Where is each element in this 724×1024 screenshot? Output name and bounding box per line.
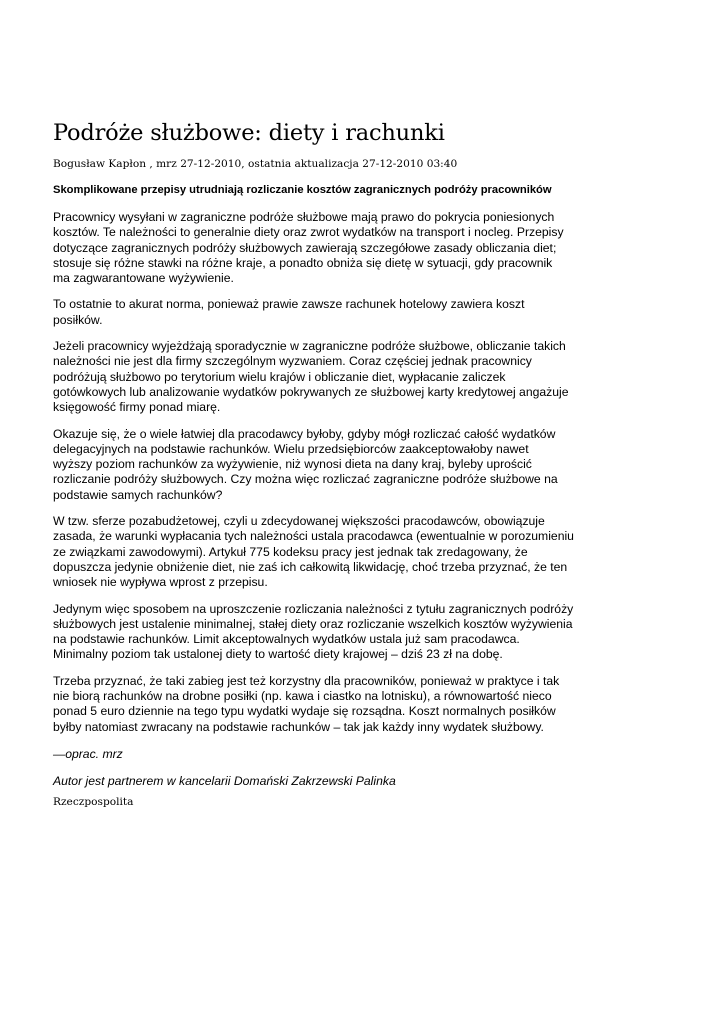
paragraph-line: wniosek nie wypływa wprost z przepisu. — [53, 575, 268, 590]
article-signature: —oprac. mrz — [53, 746, 123, 761]
paragraph-line: dotyczące zagranicznych podróży służbowych zawierają szczegółowe zasady obliczania diet; — [53, 240, 557, 255]
paragraph-line: kosztów. Te należności to generalnie diety oraz zwrot wydatków na transport i nocleg. Przepisy — [53, 225, 564, 240]
article-paragraph — [53, 674, 671, 735]
article-paragraph — [53, 339, 671, 415]
article — [53, 118, 671, 809]
article-lead: Skomplikowane przepisy utrudniają rozliczanie kosztów zagranicznych podróży pracowników — [53, 184, 552, 196]
author-note: Autor jest partnerem w kancelarii Domański Zakrzewski Palinka — [53, 773, 396, 788]
paragraph-line: księgowość firmy ponad miarę. — [53, 400, 221, 415]
article-paragraph — [53, 297, 671, 328]
paragraph-line: należności nie jest dla firmy szczególnym wyzwaniem. Coraz częściej jednak pracownicy — [53, 354, 532, 369]
paragraph-line: Minimalny poziom tak ustalonej diety to wartość diety krajowej – dziś 23 zł na dobę. — [53, 647, 503, 662]
paragraph-line: zasada, że warunki wypłacania tych należności ustala pracodawca (ewentualnie w porozumieniu — [53, 529, 574, 544]
article-byline: Bogusław Kapłon , mrz 27-12-2010, ostatnia aktualizacja 27-12-2010 03:40 — [53, 158, 458, 170]
paragraph-line: Jeżeli pracownicy wyjeżdżają sporadycznie w zagraniczne podróże służbowe, obliczanie takich — [53, 339, 566, 354]
paragraph-line: dopuszcza jedynie obniżenie diet, nie zaś ich całkowitą likwidację, choć trzeba przyznać, że ten — [53, 559, 568, 574]
paragraph-line: wyższy poziom rachunków za wyżywienie, niż wynosi dieta na dany kraj, byleby uprościć — [53, 457, 532, 472]
paragraph-line: Pracownicy wysyłani w zagraniczne podróże służbowe mają prawo do pokrycia poniesionych — [53, 210, 555, 224]
paragraph-line: To ostatnie to akurat norma, ponieważ prawie zawsze rachunek hotelowy zawiera koszt — [53, 297, 525, 312]
paragraph-line: służbowych jest ustalenie minimalnej, stałej diety oraz rozliczanie wszelkich kosztów wyżywienia — [53, 616, 573, 631]
paragraph-line: delegacyjnych na podstawie rachunków. Wielu przedsiębiorców zaakceptowałoby nawet — [53, 441, 529, 456]
paragraph-line: posiłków. — [53, 312, 103, 327]
paragraph-line: Jedynym więc sposobem na uproszczenie rozliczania należności z tytułu zagranicznych podróży — [53, 601, 574, 616]
article-paragraph — [53, 514, 671, 590]
article-title: Podróże służbowe: diety i rachunki — [53, 120, 445, 146]
paragraph-line: nie biorą rachunków na drobne posiłki (np. kawa i ciastko na lotnisku), a równowartość nieco — [53, 689, 552, 704]
paragraph-line: ze związkami zawodowymi). Artykuł 775 kodeksu pracy jest jednak tak zredagowany, że — [53, 544, 528, 559]
paragraph-line: podróżują służbowo po terytorium wielu krajów i obliczanie diet, wypłacanie zaliczek — [53, 369, 506, 384]
paragraph-line: byłby natomiast zwracany na podstawie rachunków – tak jak każdy inny wydatek służbowy. — [53, 719, 544, 734]
paragraph-line: podstawie samych rachunków? — [53, 487, 223, 502]
paragraph-line: W tzw. sferze pozabudżetowej, czyli u zdecydowanej większości pracodawców, obowiązuje — [53, 514, 545, 529]
paragraph-line: stosuje się różne stawki na różne kraje, a ponadto obniża się dietę w sytuacji, gdy pracownik — [53, 255, 553, 270]
article-paragraph — [53, 602, 671, 663]
paragraph-line: Trzeba przyznać, że taki zabieg jest też korzystny dla pracowników, ponieważ w praktyce i tak — [53, 673, 560, 688]
paragraph-line: na podstawie rachunków. Limit akceptowalnych wydatków ustala już sam pracodawca. — [53, 632, 520, 647]
article-source: Rzeczpospolita — [53, 795, 134, 808]
article-paragraph — [53, 210, 671, 286]
paragraph-line: gotówkowych lub analizowanie wydatków pokrywanych ze służbowej karty kredytowej angażuje — [53, 384, 569, 399]
paragraph-line: Okazuje się, że o wiele łatwiej dla pracodawcy byłoby, gdyby mógł rozliczać całość wydatków — [53, 426, 556, 441]
paragraph-line: rozliczanie podróży służbowych. Czy można więc rozliczać zagraniczne podróże służbowe na — [53, 472, 558, 487]
article-paragraph — [53, 427, 671, 503]
paragraph-line: ponad 5 euro dziennie na tego typu wydatki wydaje się rozsądna. Koszt normalnych posiłków — [53, 704, 556, 719]
paragraph-line: ma zagwarantowane wyżywienie. — [53, 271, 234, 286]
